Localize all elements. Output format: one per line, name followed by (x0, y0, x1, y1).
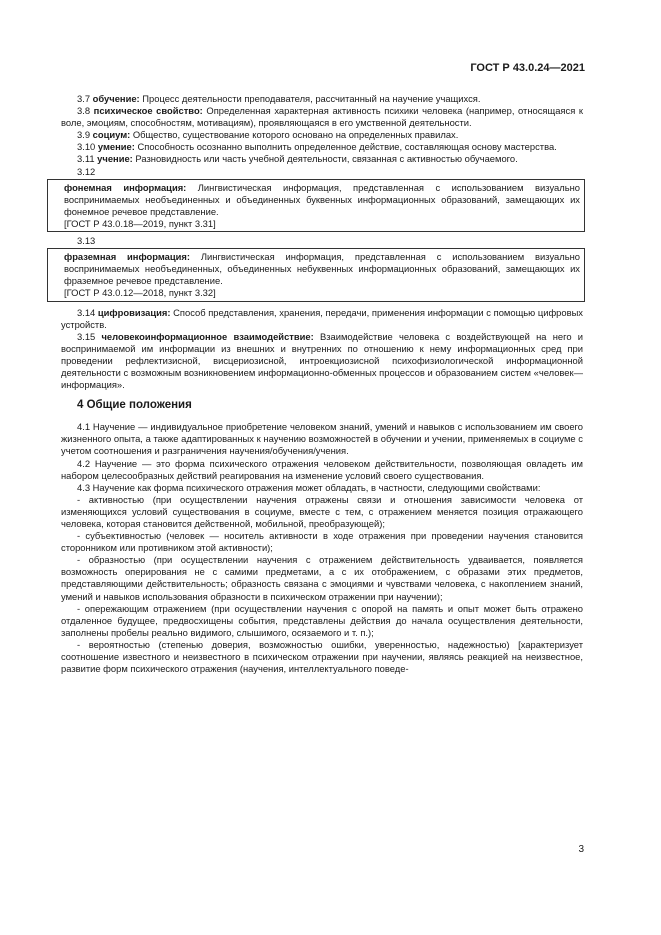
list-item: - активностью (при осуществлении научения отражены связи и отношения зависимости человека от изменяющихся условий существования в социуме, вместе с тем, с отражением меняется позиция отражающего человека, которая становится действенной, мобильной, преобразующей); (61, 493, 583, 529)
term-entry: 3.14 цифровизация: Способ представления, хранения, передачи, применения информации с помощью цифровых устройств. (61, 306, 583, 330)
paragraph: 4.1 Научение — индивидуальное приобретение человеком знаний, умений и навыков с использованием им своего жизненного опыта, а также адаптированных к научению возможностей в обучении и учении, применяемых в социуме с учетом соотношения и разграничения научения/обучения/учения. (61, 421, 583, 457)
list-item: - опережающим отражением (при осуществлении научения с опорой на память и опыт может быть отражено отдаленное будущее, предвосхищены события, представлены действия до начала осуществления деятельности, заполнены пробелы реально видимого, слышимого, осязаемого и т. п.); (61, 602, 583, 638)
term-entry: 3.10 умение: Способность осознанно выполнить определенное действие, составляющая основу мастерства. (77, 141, 557, 153)
boxed-term (47, 179, 585, 232)
term-entry: 3.7 обучение: Процесс деятельности преподавателя, рассчитанный на научение учащихся. (77, 93, 481, 104)
section-heading: 4 Общие положения (77, 399, 192, 412)
term-reference: [ГОСТ Р 43.0.18—2019, пункт 3.31] (64, 217, 216, 229)
term-entry: 3.9 социум: Общество, существование которого основано на определенных правилах. (77, 129, 459, 141)
term-entry: 3.11 учение: Разновидность или часть учебной деятельности, связанная с активностью обучаемого. (77, 153, 518, 165)
paragraph: 4.2 Научение — это форма психического отражения человеком действительности, позволяющая овладеть им набором целесообразных действий реагирования на изменение условий своего существования. (61, 457, 583, 481)
page-number: 3 (578, 844, 584, 855)
list-item: - вероятностью (степенью доверия, возможностью ошибки, уверенностью, надежностью) [характеризует соотношение известного и неизвестного в психическом отражении при научении, являясь реакцией на неизвестное, развитие форм психического отражения (научения, интеллектуального поведе- (61, 638, 583, 675)
document-header: ГОСТ Р 43.0.24—2021 (470, 62, 585, 74)
paragraph: 4.3 Научение как форма психического отражения может обладать, в частности, следующими свойствами: (77, 481, 541, 493)
document-body (61, 93, 583, 675)
term-entry: 3.8 психическое свойство: Определенная характерная активность психики человека (например, относящаяся к воле, эмоциям, способностям, мотивациям), проявляющаяся в его умственной деятельности. (61, 105, 583, 129)
boxed-term-text: фраземная информация: Лингвистическая информация, представленная с использованием визуально воспринимаемых необъединенных, объединенных небуквенных информационных образований, замещающих их фраземное речевое представление. (64, 251, 581, 287)
term-number: 3.13 (77, 235, 96, 247)
term-reference: [ГОСТ Р 43.0.12—2018, пункт 3.32] (64, 287, 216, 299)
list-item: - образностью (при осуществлении научения с отражением действительность удваивается, появляется возможность оперирования не с самими предметами, а с их отображением, с образами этих предметов, представляющими действительность; образность связана с эмоциями и чувствами человека, с накоплением знаний, умений и навыков использования образности в психическом отражении при научении); (61, 554, 583, 602)
term-number: 3.12 (77, 165, 96, 177)
list-item: - субъективностью (человек — носитель активности в ходе отражения при проведении научения становится сторонником или противником этой активности); (61, 530, 583, 554)
term-entry: 3.15 человекоинформационное взаимодействие: Взаимодействие человека с воздействующей на него и воспринимаемой им информации из внешних и внутренних по отношению к нему информационных сред при проведении рефлектизисной, висцериозисной, интроекциозисной психофизиологической информационной деятельности с возможным возникновением информационно-обменных процессов и образованием систем «человек—информация». (61, 330, 583, 391)
boxed-term-text: фонемная информация: Лингвистическая информация, представленная с использованием визуально воспринимаемых необъединенных и объединенных буквенных информационных образований, замещающих их фонемное речевое представление. (64, 181, 580, 217)
boxed-term (47, 248, 585, 301)
